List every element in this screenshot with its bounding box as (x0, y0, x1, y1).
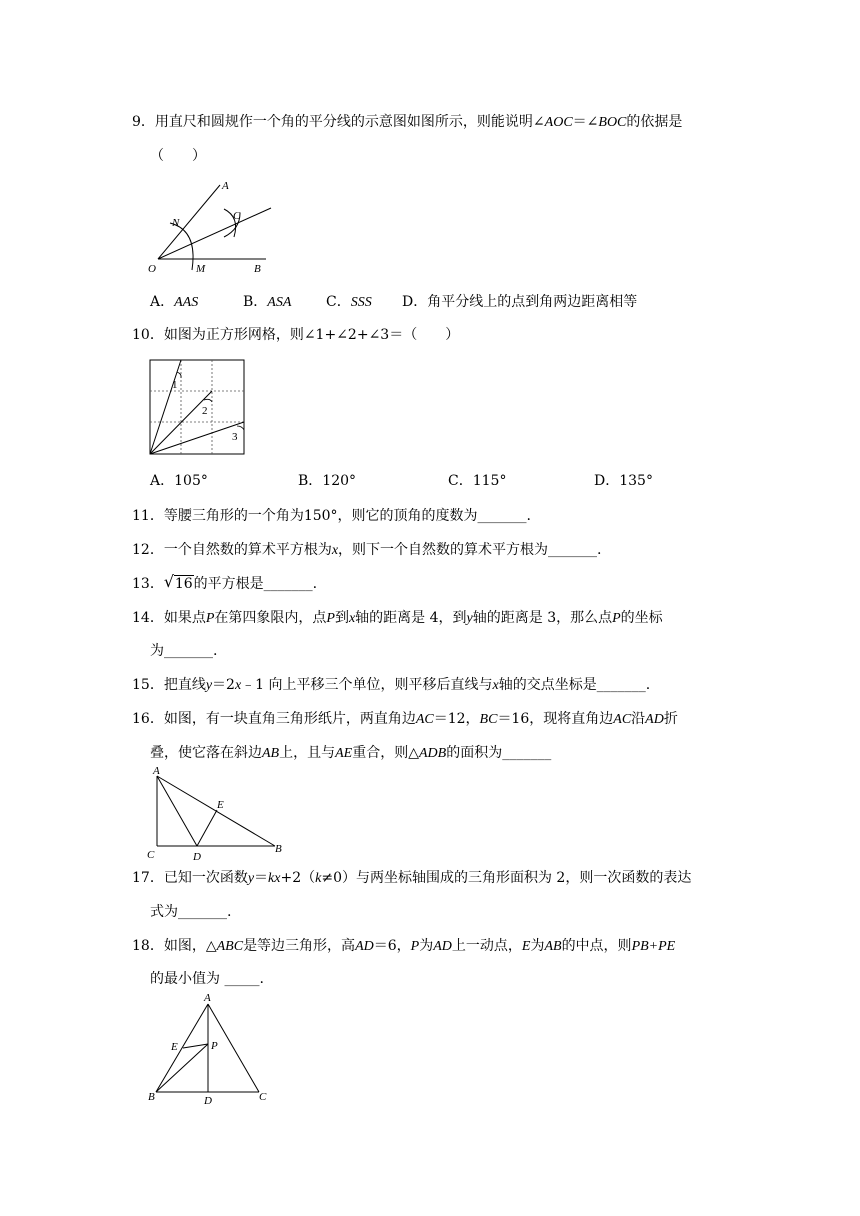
q18-figure (143, 990, 273, 1108)
q15-t2: ＝2 (212, 677, 235, 693)
q18-t7: 的中点，则 (561, 938, 632, 954)
q9-paren: （ ） (150, 148, 206, 164)
q16-adb: ADB (419, 746, 447, 761)
q16-ac2: AC (613, 712, 632, 727)
q9-option-d[interactable] (402, 292, 637, 312)
q10-label-3: 3 (232, 431, 238, 443)
q14-p1: P (205, 611, 215, 626)
q17-line2: 式为_______. (150, 904, 232, 920)
q10-option-b-key: B． (298, 473, 323, 489)
q14-y1: y (466, 611, 473, 626)
q13-text: 的平方根是_______. (193, 576, 318, 592)
q14-t1: 如果点 (163, 610, 206, 626)
q17-t1: 已知一次函数 (163, 870, 248, 886)
q10-option-a-value: 105° (174, 473, 208, 489)
q18-label-e: E (171, 1041, 178, 1053)
q15-t4: 轴的交点坐标是_______. (498, 677, 651, 693)
q14-t5: 轴的距离是 3，那么点 (472, 610, 613, 626)
q14-x1: x (348, 611, 356, 626)
q14-stem (132, 608, 663, 629)
q10-label-1: 1 (172, 379, 178, 391)
q9-option-b[interactable] (243, 292, 291, 313)
q17-number: 17． (132, 870, 164, 886)
q11-number: 11． (132, 508, 164, 524)
q9-aoc: AOC (544, 115, 573, 130)
q9-option-c-key: C． (326, 294, 351, 310)
q16-label-c: C (147, 849, 155, 861)
q10-number: 10． (132, 327, 164, 343)
q9-option-d-value: 角平分线上的点到角两边距离相等 (427, 294, 638, 310)
q16-l2a: 叠，使它落在斜边 (150, 745, 262, 761)
q16-figure (145, 764, 290, 862)
q10-option-b[interactable] (298, 471, 356, 491)
q18-p: P (410, 939, 420, 954)
q9-label-m: M (196, 263, 206, 275)
q15-t1: 把直线 (163, 677, 206, 693)
q10-option-c-value: 115° (472, 473, 507, 489)
q9-figure (140, 175, 280, 280)
q18-number: 18． (132, 938, 164, 954)
q9-option-b-key: B． (243, 294, 268, 310)
q10-figure (148, 358, 248, 456)
q14-t2: 在第四象限内，点 (214, 610, 327, 626)
q12-text-a: 一个自然数的算术平方根为 (163, 542, 332, 558)
q18-label-p: P (211, 1040, 218, 1052)
q11-stem (132, 506, 531, 526)
q12-number: 12． (132, 542, 164, 558)
q18-t5: 上一动点， (451, 938, 522, 954)
q10-label-2: 2 (202, 405, 208, 417)
q9-option-b-value: ASA (267, 295, 292, 310)
q9-label-b: B (254, 263, 261, 275)
q18-ab: AB (544, 939, 562, 954)
q18-t4: 为 (419, 938, 434, 954)
q9-eq: ＝∠ (572, 114, 599, 130)
q10-option-a[interactable] (150, 471, 208, 491)
q17-t2: ＝ (254, 870, 269, 886)
q10-option-c-key: C． (448, 473, 473, 489)
q14-t6: 的坐标 (620, 610, 663, 626)
q9-number: 9． (132, 114, 155, 130)
q18-pbpe: PB+PE (631, 939, 676, 954)
q17-t3: +2（ (280, 870, 316, 886)
q13-sqrt (164, 574, 194, 594)
q16-stem (132, 709, 678, 730)
q18-ad: AD (355, 939, 374, 954)
q13-radicand: 16 (174, 576, 193, 592)
q16-number: 16． (132, 711, 164, 727)
q15-x: x (234, 678, 242, 693)
q16-t1: 如图，有一块直角三角形纸片，两直角边 (163, 711, 416, 727)
q16-label-b: B (275, 843, 282, 855)
q18-line2: 的最小值为 _____. (150, 971, 264, 987)
q16-label-d: D (193, 851, 201, 862)
q16-label-a: A (153, 765, 160, 777)
q10-option-d[interactable] (594, 471, 653, 491)
q11-text: 等腰三角形的一个角为150°，则它的顶角的度数为_______. (163, 508, 531, 524)
q15-number: 15． (132, 677, 164, 693)
q12-text-b: ，则下一个自然数的算术平方根为_______. (338, 542, 602, 558)
q9-option-c[interactable] (326, 292, 372, 313)
q16-l2b: 上，且与 (279, 745, 336, 761)
q10-option-d-value: 135° (619, 473, 653, 489)
q10-stem (132, 325, 459, 345)
q10-text: 如图为正方形网格，则∠1+∠2+∠3＝（ ） (163, 327, 460, 343)
q18-label-d: D (204, 1095, 212, 1107)
q18-ad2: AD (433, 939, 452, 954)
q14-p2: P (326, 611, 335, 626)
q9-label-a: A (222, 180, 229, 192)
q16-ae: AE (335, 746, 353, 761)
q9-option-a-value: AAS (174, 295, 199, 310)
q17-t4: ≠0）与两坐标轴围成的三角形面积为 2，则一次函数的表达 (321, 870, 692, 886)
q16-label-e: E (217, 799, 224, 811)
q14-number: 14． (132, 610, 164, 626)
q16-l2c: 重合，则△ (352, 745, 419, 761)
q18-t1: 如图，△ (163, 938, 217, 954)
q10-option-a-key: A． (150, 473, 175, 489)
q13-number: 13． (132, 576, 164, 592)
q15-y: y (205, 678, 213, 693)
q16-ac: AC (415, 712, 434, 727)
q16-t5: 折 (663, 711, 678, 727)
q9-label-o: O (148, 263, 156, 275)
q9-boc: BOC (598, 115, 627, 130)
q14-p3: P (612, 611, 621, 626)
q16-l2d: 的面积为_______ (446, 745, 552, 761)
q9-option-c-value: SSS (350, 295, 372, 310)
q18-label-c: C (259, 1091, 267, 1103)
q12-stem (132, 540, 602, 561)
q10-option-c[interactable] (448, 471, 506, 491)
q10-option-d-key: D． (594, 473, 620, 489)
q9-text-b: 的依据是 (626, 114, 683, 130)
q15-t3: ﹣1 向上平移三个单位，则平移后直线与 (241, 677, 493, 693)
q13-stem (132, 574, 317, 594)
q17-k: k (315, 871, 322, 886)
q15-x2: x (492, 678, 499, 693)
q9-option-a-key: A． (150, 294, 175, 310)
q10-option-b-value: 120° (322, 473, 357, 489)
q15-stem (132, 675, 650, 696)
q18-stem (132, 936, 675, 957)
q16-ab: AB (262, 746, 280, 761)
q18-t6: 为 (530, 938, 545, 954)
q17-y: y (247, 871, 255, 886)
q9-stem (132, 112, 682, 133)
q16-t2: ＝12， (433, 711, 480, 727)
q17-stem (132, 868, 691, 889)
q14-t4: 轴的距离是 4，到 (355, 610, 467, 626)
q9-text-a: 用直尺和圆规作一个角的平分线的示意图如图所示，则能说明∠ (154, 114, 545, 130)
q9-label-n: N (172, 217, 180, 229)
q18-label-b: B (148, 1091, 155, 1103)
q14-line2: 为_______. (150, 643, 218, 659)
q18-label-a: A (204, 992, 211, 1004)
q17-kx: kx (268, 871, 281, 886)
q18-e: E (521, 939, 531, 954)
q12-x: x (331, 543, 339, 558)
q16-t4: 沿 (631, 711, 646, 727)
q9-option-d-key: D． (402, 294, 428, 310)
q9-label-c: C (233, 210, 241, 222)
q18-t2: 是等边三角形，高 (243, 938, 356, 954)
q16-ad: AD (645, 712, 664, 727)
q14-t3: 到 (334, 610, 349, 626)
q16-line2 (150, 743, 551, 764)
q9-option-a[interactable] (150, 292, 198, 313)
q16-t3: ＝16，现将直角边 (497, 711, 614, 727)
sqrt-icon: √ (163, 572, 175, 591)
q16-bc: BC (479, 712, 498, 727)
q18-abc: ABC (216, 939, 244, 954)
q18-t3: ＝6， (373, 938, 411, 954)
